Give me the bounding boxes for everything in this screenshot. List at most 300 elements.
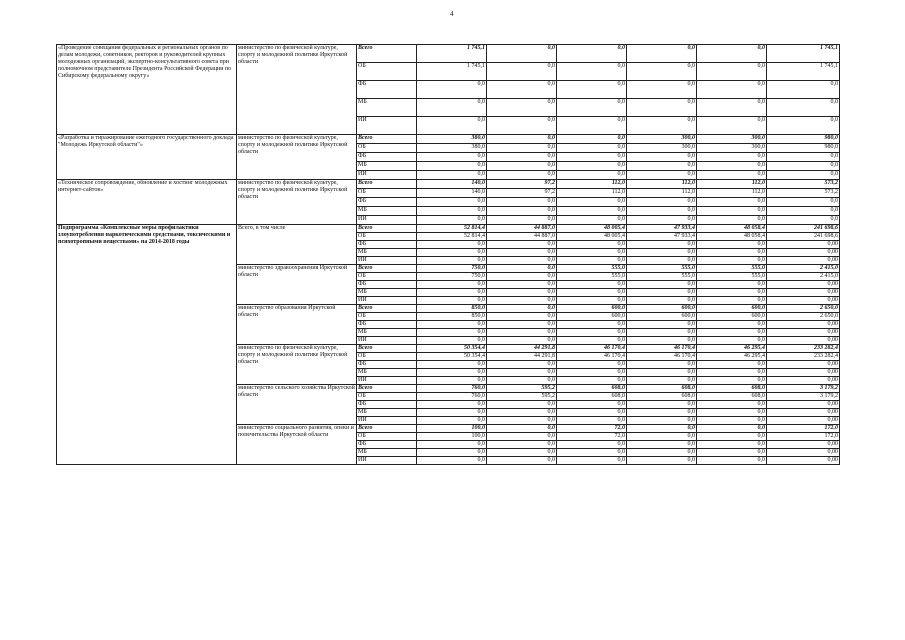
year-value-cell: 0,0	[627, 441, 697, 449]
year-value-cell: 0,0	[557, 171, 627, 180]
year-value-cell: 0,0	[417, 337, 487, 345]
executor-cell: министерство здравоохранения Иркутской области	[237, 265, 357, 305]
year-value-cell: 0,0	[697, 81, 767, 99]
funding-source: ОБ	[357, 189, 417, 198]
year-value-cell: 608,0	[697, 393, 767, 401]
funding-source: ИИ	[357, 117, 417, 135]
year-value-cell: 0,0	[627, 81, 697, 99]
year-value-cell: 0,0	[487, 273, 557, 281]
year-value-cell: 760,0	[417, 393, 487, 401]
year-value-cell: 0,0	[627, 321, 697, 329]
total-value-cell: 0,0	[767, 198, 840, 207]
funding-source: ИИ	[357, 377, 417, 385]
year-value-cell: 97,2	[487, 180, 557, 189]
total-value-cell: 172,0	[767, 425, 840, 433]
year-value-cell: 0,0	[417, 117, 487, 135]
year-value-cell: 0,0	[557, 409, 627, 417]
total-value-cell: 3 179,2	[767, 393, 840, 401]
year-value-cell: 0,0	[557, 449, 627, 457]
year-value-cell: 0,0	[557, 207, 627, 216]
year-value-cell: 46 295,4	[697, 353, 767, 361]
total-value-cell: 0,0	[767, 216, 840, 225]
year-value-cell: 0,0	[487, 377, 557, 385]
funding-source: Всего	[357, 345, 417, 353]
year-value-cell: 0,0	[487, 449, 557, 457]
year-value-cell: 0,0	[417, 457, 487, 465]
year-value-cell: 0,0	[627, 153, 697, 162]
year-value-cell: 0,0	[697, 207, 767, 216]
total-value-cell: 0,00	[767, 289, 840, 297]
total-value-cell: 0,0	[767, 207, 840, 216]
year-value-cell: 850,0	[417, 313, 487, 321]
year-value-cell: 0,0	[627, 257, 697, 265]
year-value-cell: 0,0	[557, 216, 627, 225]
year-value-cell: 300,0	[697, 144, 767, 153]
year-value-cell: 0,0	[627, 99, 697, 117]
total-value-cell: 0,00	[767, 257, 840, 265]
year-value-cell: 0,0	[417, 289, 487, 297]
funding-source: Всего	[357, 45, 417, 63]
year-value-cell: 0,0	[487, 63, 557, 81]
year-value-cell: 0,0	[627, 377, 697, 385]
year-value-cell: 0,0	[487, 171, 557, 180]
year-value-cell: 0,0	[627, 433, 697, 441]
year-value-cell: 112,0	[627, 180, 697, 189]
year-value-cell: 0,0	[417, 153, 487, 162]
year-value-cell: 608,0	[627, 393, 697, 401]
year-value-cell: 0,0	[487, 135, 557, 144]
year-value-cell: 0,0	[627, 425, 697, 433]
funding-source: МБ	[357, 289, 417, 297]
funding-source: МБ	[357, 369, 417, 377]
year-value-cell: 0,0	[417, 207, 487, 216]
total-value-cell: 0,0	[767, 171, 840, 180]
year-value-cell: 0,0	[627, 329, 697, 337]
funding-source: ФБ	[357, 401, 417, 409]
total-value-cell: 0,00	[767, 241, 840, 249]
year-value-cell: 0,0	[487, 216, 557, 225]
year-value-cell: 0,0	[417, 329, 487, 337]
year-value-cell: 595,2	[487, 393, 557, 401]
year-value-cell: 0,0	[487, 257, 557, 265]
year-value-cell: 52 814,4	[417, 233, 487, 241]
year-value-cell: 112,0	[697, 189, 767, 198]
year-value-cell: 0,0	[417, 297, 487, 305]
total-value-cell: 0,00	[767, 337, 840, 345]
year-value-cell: 0,0	[557, 144, 627, 153]
year-value-cell: 0,0	[627, 409, 697, 417]
year-value-cell: 0,0	[557, 329, 627, 337]
year-value-cell: 0,0	[697, 401, 767, 409]
total-value-cell: 172,0	[767, 433, 840, 441]
year-value-cell: 0,0	[487, 409, 557, 417]
year-value-cell: 0,0	[697, 45, 767, 63]
funding-source: ОБ	[357, 63, 417, 81]
year-value-cell: 50 354,4	[417, 345, 487, 353]
year-value-cell: 0,0	[487, 198, 557, 207]
total-value-cell: 0,00	[767, 409, 840, 417]
funding-source: Всего	[357, 385, 417, 393]
funding-source: ОБ	[357, 353, 417, 361]
year-value-cell: 595,2	[487, 385, 557, 393]
measure-title: «Техническое сопровождение, обновление и хостинг молодежных интернет-сайтов»	[57, 180, 237, 225]
total-value-cell: 0,00	[767, 369, 840, 377]
year-value-cell: 0,0	[487, 329, 557, 337]
year-value-cell: 750,0	[417, 273, 487, 281]
year-value-cell: 0,0	[557, 257, 627, 265]
page-number: 4	[450, 10, 454, 18]
year-value-cell: 600,0	[627, 313, 697, 321]
year-value-cell: 0,0	[627, 117, 697, 135]
year-value-cell: 600,0	[557, 313, 627, 321]
year-value-cell: 0,0	[487, 45, 557, 63]
total-value-cell: 0,00	[767, 249, 840, 257]
year-value-cell: 0,0	[417, 409, 487, 417]
year-value-cell: 0,0	[557, 63, 627, 81]
year-value-cell: 72,0	[557, 433, 627, 441]
year-value-cell: 0,0	[487, 321, 557, 329]
year-value-cell: 0,0	[487, 401, 557, 409]
measure-title: «Разработка и тиражирование ежегодного государственного доклада "Молодежь Иркутской области"»	[57, 135, 237, 180]
total-value-cell: 0,0	[767, 99, 840, 117]
year-value-cell: 140,0	[417, 189, 487, 198]
total-value-cell: 2 415,0	[767, 273, 840, 281]
year-value-cell: 46 170,4	[557, 353, 627, 361]
year-value-cell: 0,0	[487, 337, 557, 345]
year-value-cell: 0,0	[487, 99, 557, 117]
total-value-cell: 1 745,1	[767, 45, 840, 63]
funding-source: ФБ	[357, 81, 417, 99]
total-value-cell: 0,00	[767, 441, 840, 449]
executor-cell: министерство по физической культуре, спорту и молодежной политике Иркутской области	[237, 45, 357, 135]
funding-source: МБ	[357, 249, 417, 257]
year-value-cell: 0,0	[697, 99, 767, 117]
year-value-cell: 48 005,4	[557, 233, 627, 241]
year-value-cell: 0,0	[487, 289, 557, 297]
total-value-cell: 0,00	[767, 377, 840, 385]
year-value-cell: 0,0	[557, 281, 627, 289]
year-value-cell: 0,0	[487, 425, 557, 433]
year-value-cell: 0,0	[697, 171, 767, 180]
year-value-cell: 300,0	[697, 135, 767, 144]
year-value-cell: 0,0	[417, 241, 487, 249]
year-value-cell: 0,0	[697, 457, 767, 465]
year-value-cell: 0,0	[487, 361, 557, 369]
year-value-cell: 0,0	[487, 305, 557, 313]
year-value-cell: 72,0	[557, 425, 627, 433]
total-value-cell: 980,0	[767, 144, 840, 153]
year-value-cell: 0,0	[697, 377, 767, 385]
year-value-cell: 140,0	[417, 180, 487, 189]
year-value-cell: 50 354,4	[417, 353, 487, 361]
year-value-cell: 0,0	[557, 361, 627, 369]
year-value-cell: 0,0	[627, 457, 697, 465]
funding-source: ОБ	[357, 393, 417, 401]
year-value-cell: 0,0	[557, 135, 627, 144]
funding-source: Всего	[357, 305, 417, 313]
year-value-cell: 608,0	[697, 385, 767, 393]
year-value-cell: 0,0	[697, 162, 767, 171]
year-value-cell: 0,0	[697, 329, 767, 337]
year-value-cell: 0,0	[697, 281, 767, 289]
funding-source: МБ	[357, 207, 417, 216]
funding-source: ИИ	[357, 417, 417, 425]
total-value-cell: 0,0	[767, 162, 840, 171]
funding-source: МБ	[357, 162, 417, 171]
funding-source: МБ	[357, 409, 417, 417]
funding-source: МБ	[357, 99, 417, 117]
year-value-cell: 0,0	[627, 171, 697, 180]
executor-cell: министерство образования Иркутской области	[237, 305, 357, 345]
year-value-cell: 46 170,4	[627, 353, 697, 361]
total-value-cell: 3 179,2	[767, 385, 840, 393]
total-value-cell: 573,2	[767, 189, 840, 198]
year-value-cell: 0,0	[487, 281, 557, 289]
year-value-cell: 555,0	[557, 273, 627, 281]
executor-cell: министерство социального развития, опеки и попечительства Иркутской области	[237, 425, 357, 465]
year-value-cell: 0,0	[557, 441, 627, 449]
year-value-cell: 0,0	[487, 162, 557, 171]
year-value-cell: 555,0	[697, 265, 767, 273]
funding-source: ОБ	[357, 313, 417, 321]
total-value-cell: 0,00	[767, 401, 840, 409]
year-value-cell: 0,0	[697, 441, 767, 449]
year-value-cell: 0,0	[417, 321, 487, 329]
year-value-cell: 0,0	[557, 417, 627, 425]
year-value-cell: 0,0	[697, 409, 767, 417]
funding-source: ФБ	[357, 441, 417, 449]
year-value-cell: 44 887,0	[487, 233, 557, 241]
year-value-cell: 44 291,8	[487, 353, 557, 361]
year-value-cell: 0,0	[557, 401, 627, 409]
year-value-cell: 608,0	[627, 385, 697, 393]
year-value-cell: 0,0	[417, 198, 487, 207]
year-value-cell: 0,0	[627, 63, 697, 81]
total-value-cell: 1 745,1	[767, 63, 840, 81]
table-row	[57, 180, 840, 189]
year-value-cell: 44 291,8	[487, 345, 557, 353]
year-value-cell: 0,0	[487, 241, 557, 249]
total-value-cell: 0,00	[767, 281, 840, 289]
year-value-cell: 100,0	[417, 425, 487, 433]
funding-source: ОБ	[357, 144, 417, 153]
year-value-cell: 600,0	[627, 305, 697, 313]
year-value-cell: 0,0	[557, 377, 627, 385]
year-value-cell: 0,0	[417, 171, 487, 180]
year-value-cell: 555,0	[627, 273, 697, 281]
funding-source: ИИ	[357, 216, 417, 225]
year-value-cell: 0,0	[487, 249, 557, 257]
year-value-cell: 0,0	[697, 449, 767, 457]
year-value-cell: 46 295,4	[697, 345, 767, 353]
year-value-cell: 0,0	[627, 361, 697, 369]
year-value-cell: 0,0	[557, 45, 627, 63]
year-value-cell: 750,0	[417, 265, 487, 273]
year-value-cell: 112,0	[697, 180, 767, 189]
year-value-cell: 0,0	[487, 433, 557, 441]
table-row	[57, 135, 840, 144]
total-value-cell: 241 698,6	[767, 233, 840, 241]
year-value-cell: 0,0	[557, 162, 627, 171]
year-value-cell: 0,0	[487, 297, 557, 305]
total-value-cell: 573,2	[767, 180, 840, 189]
year-value-cell: 0,0	[417, 162, 487, 171]
year-value-cell: 46 170,4	[627, 345, 697, 353]
year-value-cell: 0,0	[627, 216, 697, 225]
total-value-cell: 2 650,0	[767, 313, 840, 321]
year-value-cell: 0,0	[487, 441, 557, 449]
year-value-cell: 0,0	[627, 198, 697, 207]
year-value-cell: 600,0	[697, 305, 767, 313]
year-value-cell: 0,0	[697, 63, 767, 81]
funding-source: ФБ	[357, 241, 417, 249]
funding-source: МБ	[357, 449, 417, 457]
funding-source: ОБ	[357, 433, 417, 441]
year-value-cell: 48 005,4	[557, 225, 627, 233]
year-value-cell: 600,0	[697, 313, 767, 321]
year-value-cell: 0,0	[627, 297, 697, 305]
year-value-cell: 760,0	[417, 385, 487, 393]
funding-source: ИИ	[357, 457, 417, 465]
total-value-cell: 0,00	[767, 457, 840, 465]
year-value-cell: 0,0	[697, 361, 767, 369]
year-value-cell: 600,0	[557, 305, 627, 313]
year-value-cell: 0,0	[557, 321, 627, 329]
year-value-cell: 0,0	[557, 457, 627, 465]
year-value-cell: 0,0	[487, 457, 557, 465]
year-value-cell: 0,0	[487, 117, 557, 135]
year-value-cell: 0,0	[697, 337, 767, 345]
year-value-cell: 0,0	[627, 417, 697, 425]
year-value-cell: 0,0	[697, 417, 767, 425]
year-value-cell: 608,0	[557, 393, 627, 401]
year-value-cell: 0,0	[417, 216, 487, 225]
year-value-cell: 380,0	[417, 144, 487, 153]
year-value-cell: 46 170,4	[557, 345, 627, 353]
funding-source: ОБ	[357, 273, 417, 281]
total-value-cell: 0,0	[767, 81, 840, 99]
year-value-cell: 0,0	[627, 289, 697, 297]
funding-source: Всего	[357, 265, 417, 273]
funding-source: МБ	[357, 329, 417, 337]
year-value-cell: 0,0	[487, 81, 557, 99]
year-value-cell: 0,0	[697, 425, 767, 433]
total-value-cell: 0,00	[767, 449, 840, 457]
total-value-cell: 233 282,4	[767, 345, 840, 353]
year-value-cell: 0,0	[417, 257, 487, 265]
year-value-cell: 0,0	[557, 297, 627, 305]
funding-source: ОБ	[357, 233, 417, 241]
year-value-cell: 0,0	[417, 281, 487, 289]
funding-source: Всего	[357, 425, 417, 433]
year-value-cell: 0,0	[697, 117, 767, 135]
year-value-cell: 0,0	[627, 337, 697, 345]
year-value-cell: 300,0	[627, 135, 697, 144]
year-value-cell: 555,0	[557, 265, 627, 273]
measure-title: Подпрограмма «Комплексные меры профилактики злоупотребления наркотическими средствами, токсическими и психотропными веществами» на 2014-2018 годы	[57, 225, 237, 465]
year-value-cell: 1 745,1	[417, 45, 487, 63]
year-value-cell: 0,0	[697, 153, 767, 162]
year-value-cell: 47 933,4	[627, 225, 697, 233]
year-value-cell: 0,0	[487, 153, 557, 162]
year-value-cell: 0,0	[697, 289, 767, 297]
year-value-cell: 850,0	[417, 305, 487, 313]
year-value-cell: 0,0	[697, 257, 767, 265]
year-value-cell: 0,0	[627, 369, 697, 377]
funding-source: ИИ	[357, 337, 417, 345]
year-value-cell: 0,0	[557, 99, 627, 117]
table-row	[57, 225, 840, 233]
executor-cell: министерство по физической культуре, спорту и молодежной политике Иркутской области	[237, 180, 357, 225]
year-value-cell: 0,0	[417, 361, 487, 369]
year-value-cell: 555,0	[627, 265, 697, 273]
year-value-cell: 0,0	[417, 449, 487, 457]
total-value-cell: 0,0	[767, 153, 840, 162]
year-value-cell: 97,2	[487, 189, 557, 198]
year-value-cell: 112,0	[557, 189, 627, 198]
measure-title: «Проведение совещания федеральных и региональных органов по делам молодежи, советников, ректоров и руководителей крупных молодежных организаций, экспертно-консультативного совета при полномочном представителе Президента Российской Федерации по Сибирскому федеральному округу»	[57, 45, 237, 135]
year-value-cell: 48 058,4	[697, 233, 767, 241]
total-value-cell: 980,0	[767, 135, 840, 144]
year-value-cell: 112,0	[627, 189, 697, 198]
year-value-cell: 0,0	[417, 417, 487, 425]
year-value-cell: 0,0	[627, 45, 697, 63]
year-value-cell: 52 814,4	[417, 225, 487, 233]
year-value-cell: 0,0	[487, 265, 557, 273]
year-value-cell: 100,0	[417, 433, 487, 441]
year-value-cell: 0,0	[417, 401, 487, 409]
total-value-cell: 0,00	[767, 329, 840, 337]
total-value-cell: 233 282,4	[767, 353, 840, 361]
year-value-cell: 0,0	[697, 297, 767, 305]
year-value-cell: 0,0	[697, 249, 767, 257]
total-value-cell: 241 698,6	[767, 225, 840, 233]
year-value-cell: 0,0	[697, 241, 767, 249]
year-value-cell: 0,0	[417, 369, 487, 377]
year-value-cell: 0,0	[487, 417, 557, 425]
year-value-cell: 0,0	[697, 321, 767, 329]
year-value-cell: 0,0	[487, 207, 557, 216]
year-value-cell: 0,0	[627, 401, 697, 409]
funding-source: ИИ	[357, 257, 417, 265]
year-value-cell: 0,0	[557, 249, 627, 257]
executor-cell: министерство по физической культуре, спорту и молодежной политике Иркутской области	[237, 345, 357, 385]
year-value-cell: 0,0	[557, 81, 627, 99]
year-value-cell: 0,0	[557, 117, 627, 135]
year-value-cell: 608,0	[557, 385, 627, 393]
funding-source: ФБ	[357, 153, 417, 162]
year-value-cell: 0,0	[627, 241, 697, 249]
total-value-cell: 0,00	[767, 297, 840, 305]
year-value-cell: 0,0	[627, 449, 697, 457]
executor-cell: Всего, в том числе	[237, 225, 357, 265]
year-value-cell: 0,0	[487, 313, 557, 321]
year-value-cell: 0,0	[627, 207, 697, 216]
year-value-cell: 0,0	[557, 198, 627, 207]
executor-cell: министерство по физической культуре, спорту и молодежной политике Иркутской области	[237, 135, 357, 180]
year-value-cell: 47 933,4	[627, 233, 697, 241]
year-value-cell: 0,0	[417, 249, 487, 257]
total-value-cell: 0,0	[767, 117, 840, 135]
year-value-cell: 112,0	[557, 180, 627, 189]
year-value-cell: 300,0	[627, 144, 697, 153]
funding-source: ФБ	[357, 198, 417, 207]
year-value-cell: 0,0	[557, 289, 627, 297]
year-value-cell: 0,0	[417, 441, 487, 449]
year-value-cell: 48 058,4	[697, 225, 767, 233]
total-value-cell: 0,00	[767, 417, 840, 425]
year-value-cell: 0,0	[557, 337, 627, 345]
